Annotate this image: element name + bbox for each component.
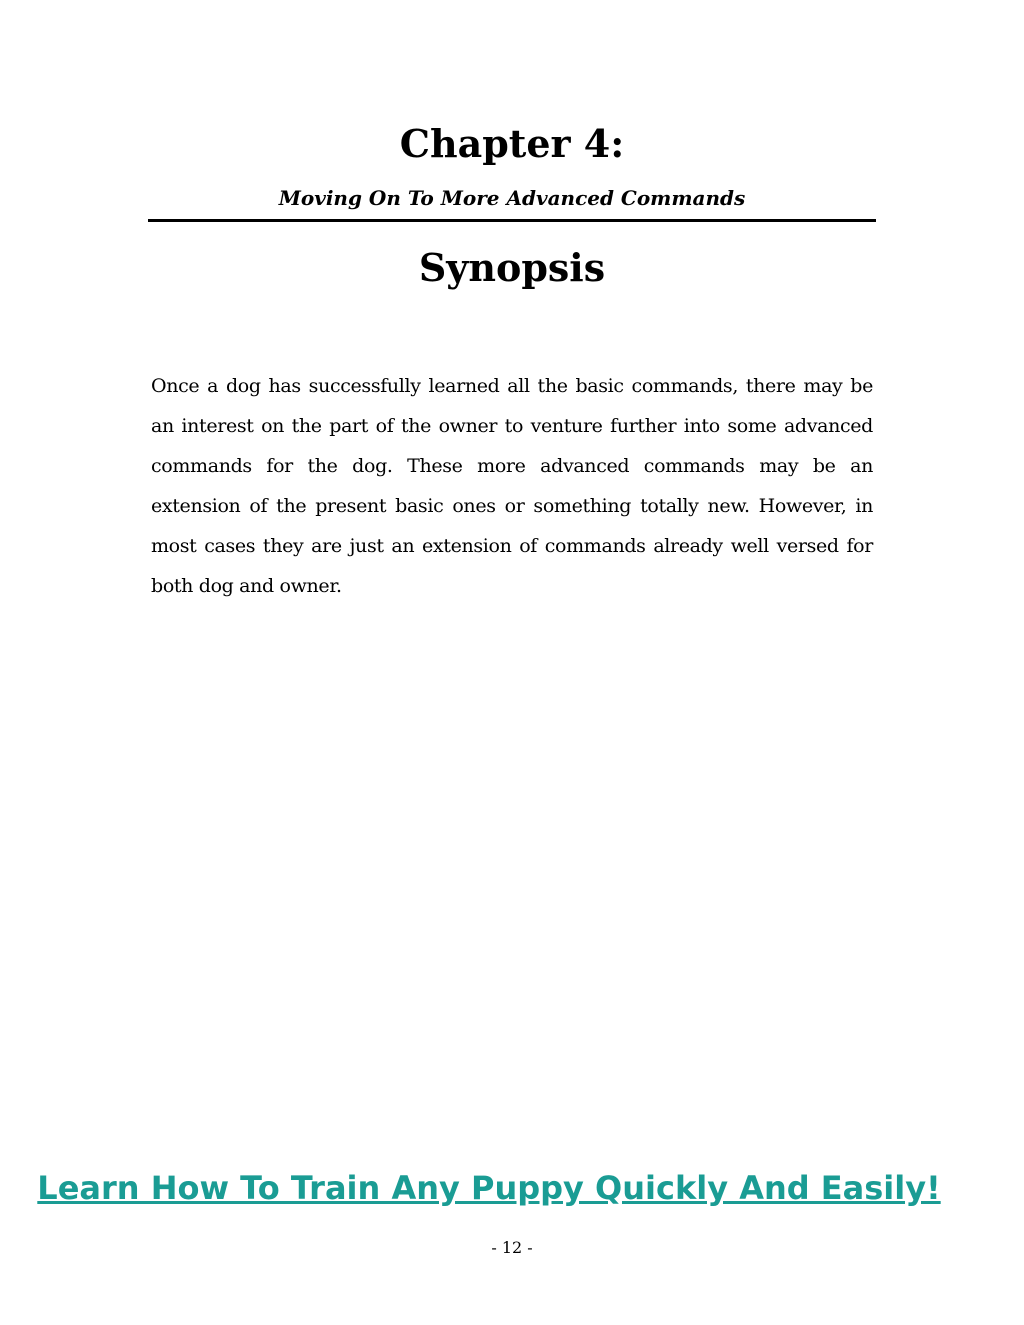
synopsis-paragraph: Once a dog has successfully learned all the basic commands, there may be an interest on the part of the owner to venture further into some advanced commands for the dog. These more advanced commands may be an extension of the present basic ones or something totally new. However, in most cases they are just an extension of commands already well versed for both dog and owner. <box>151 375 873 597</box>
page-number: - 12 - <box>491 1238 533 1257</box>
title-divider <box>148 219 876 222</box>
promo-link[interactable]: Learn How To Train Any Puppy Quickly And Easily! <box>37 1169 941 1207</box>
section-title: Synopsis <box>418 245 606 290</box>
chapter-subtitle: Moving On To More Advanced Commands <box>278 186 746 210</box>
chapter-title: Chapter 4: <box>399 121 625 166</box>
